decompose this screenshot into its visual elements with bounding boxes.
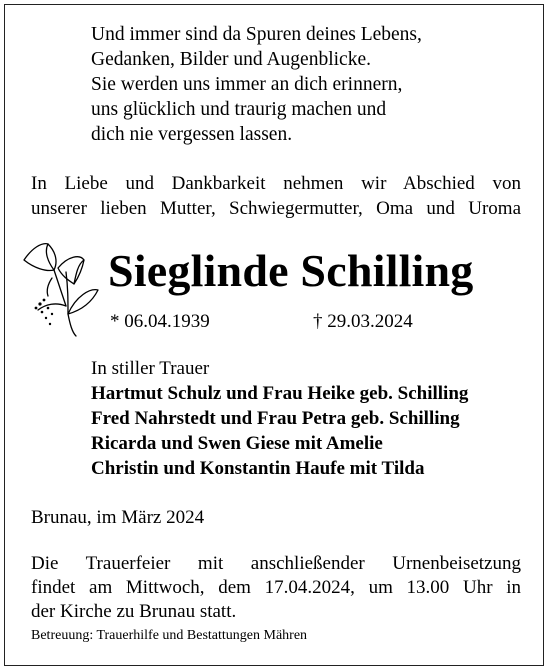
poem-line: uns glücklich und traurig machen und [91,99,387,120]
funeral-line: der Kirche zu Brunau statt. [31,601,237,622]
poem-line: Gedanken, Bilder und Augenblicke. [91,49,371,70]
mourner-entry: Fred Nahrstedt und Frau Petra geb. Schilling [91,408,460,429]
funeral-info [31,552,521,624]
calla-lily-icon [18,238,100,338]
mourning-label: In stiller Trauer [91,358,210,379]
funeral-line: Die Trauerfeier mit anschließender Urnenbeisetzung [31,553,521,574]
mourner-entry: Ricarda und Swen Giese mit Amelie [91,433,383,454]
poem [91,22,422,147]
mourner-entry: Hartmut Schulz und Frau Heike geb. Schilling [91,383,469,404]
mourner-entry: Christin und Konstantin Haufe mit Tilda [91,458,425,479]
funeral-service-credit: Betreuung: Trauerhilfe und Bestattungen Mähren [31,628,308,643]
farewell-intro [31,171,521,221]
place-date: Brunau, im März 2024 [31,507,205,528]
deceased-name: Sieglinde Schilling [108,245,474,296]
intro-line: In Liebe und Dankbarkeit nehmen wir Abschied von [31,173,521,194]
mourners-list [91,381,468,481]
poem-line: dich nie vergessen lassen. [91,124,293,145]
intro-line: unserer lieben Mutter, Schwiegermutter, Oma und Uroma [31,198,521,219]
poem-line: Sie werden uns immer an dich erinnern, [91,74,403,95]
birth-date: * 06.04.1939 [110,311,210,332]
poem-line: Und immer sind da Spuren deines Lebens, [91,24,422,45]
funeral-line: findet am Mittwoch, dem 17.04.2024, um 13.00 Uhr in [31,577,521,598]
death-date: † 29.03.2024 [313,311,413,332]
